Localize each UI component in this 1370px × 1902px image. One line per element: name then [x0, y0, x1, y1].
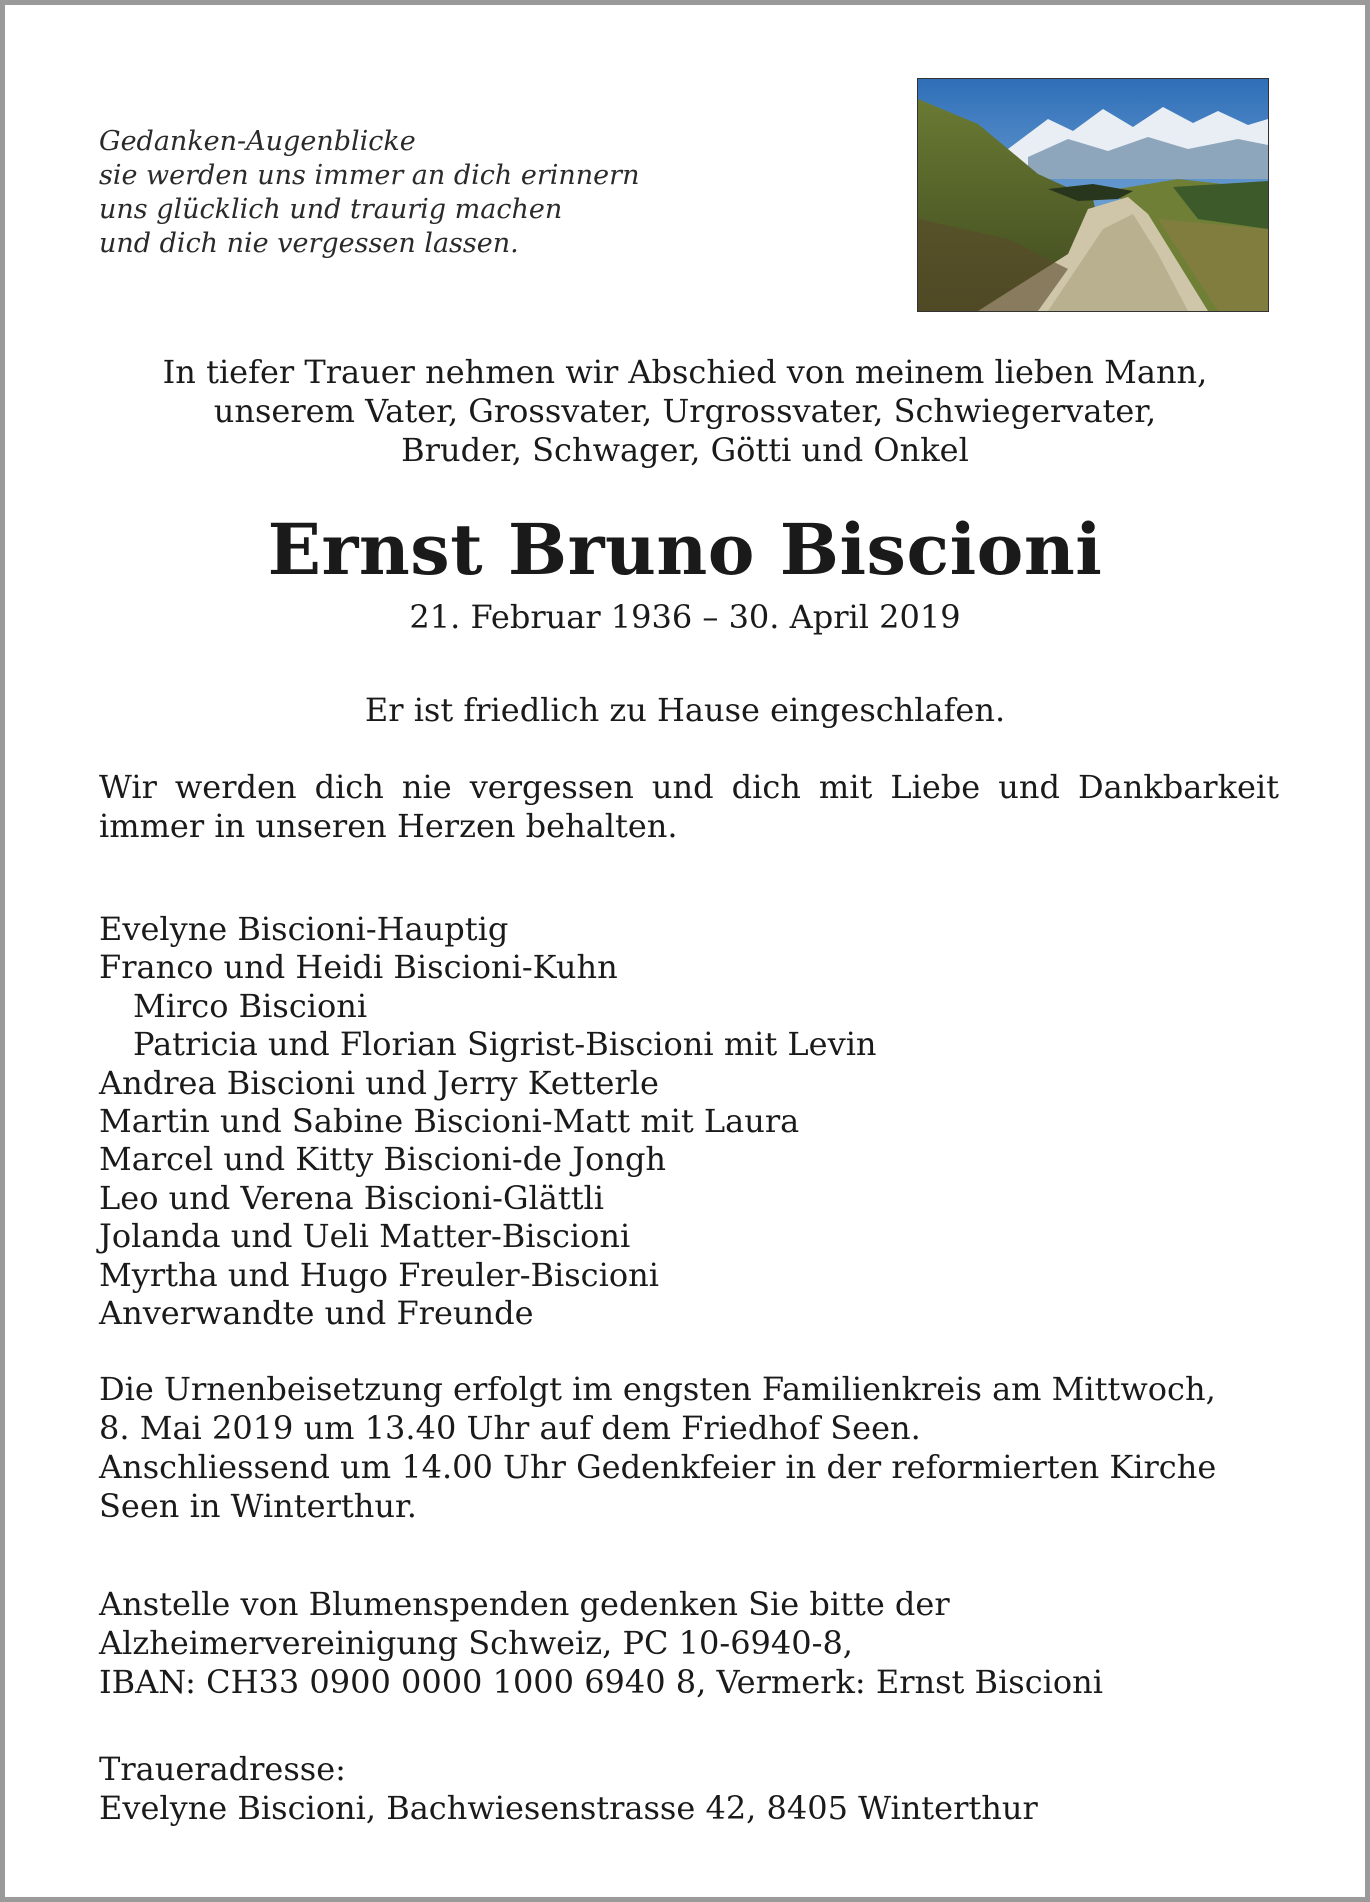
life-dates: 21. Februar 1936 – 30. April 2019 — [409, 598, 961, 636]
intro-line: unserem Vater, Grossvater, Urgrossvater, Schwiegervater, — [213, 392, 1157, 430]
burial-line: Seen in Winterthur. — [99, 1487, 417, 1525]
burial-line: Die Urnenbeisetzung erfolgt im engsten Familienkreis am Mittwoch, — [99, 1370, 1216, 1408]
deceased-name: Ernst Bruno Biscioni — [267, 508, 1103, 591]
intro-line: In tiefer Trauer nehmen wir Abschied von meinem lieben Mann, — [162, 353, 1208, 391]
donation-line: Alzheimervereinigung Schweiz, PC 10-6940-8, — [99, 1624, 853, 1662]
family-member: Martin und Sabine Biscioni-Matt mit Laura — [99, 1102, 800, 1141]
family-member: Franco und Heidi Biscioni-Kuhn — [99, 948, 618, 987]
announcement-intro — [99, 353, 1271, 470]
intro-line: Bruder, Schwager, Götti und Onkel — [401, 431, 969, 469]
family-member: Myrtha und Hugo Freuler-Biscioni — [99, 1255, 659, 1294]
burial-line: 8. Mai 2019 um 13.40 Uhr auf dem Friedhof Seen. — [99, 1409, 921, 1447]
address-label: Traueradresse: — [99, 1750, 346, 1788]
family-member: Evelyne Biscioni-Hauptig — [99, 910, 509, 948]
poem-line: und dich nie vergessen lassen. — [99, 228, 519, 259]
poem — [99, 125, 639, 261]
donation-line: Anstelle von Blumenspenden gedenken Sie bitte der — [99, 1585, 950, 1623]
family-member: Leo und Verena Biscioni-Glättli — [99, 1178, 605, 1217]
poem-line: Gedanken-Augenblicke — [99, 126, 416, 157]
burial-info — [99, 1370, 1279, 1526]
family-member: Jolanda und Ueli Matter-Biscioni — [99, 1217, 631, 1256]
mountain-path-photo — [917, 78, 1269, 312]
address-value: Evelyne Biscioni, Bachwiesenstrasse 42, 8405 Winterthur — [99, 1789, 1038, 1827]
poem-line: sie werden uns immer an dich erinnern — [99, 160, 640, 191]
remembrance-text: Wir werden dich nie vergessen und dich mit Liebe und Dankbarkeit immer in unseren Herzen behalten. — [99, 768, 1279, 845]
donation-line: IBAN: CH33 0900 0000 1000 6940 8, Vermerk: Ernst Biscioni — [99, 1663, 1103, 1701]
mountain-path-landscape-icon — [918, 79, 1268, 311]
family-member: Andrea Biscioni und Jerry Ketterle — [99, 1063, 659, 1102]
burial-line: Anschliessend um 14.00 Uhr Gedenkfeier in der reformierten Kirche — [99, 1448, 1217, 1486]
passing-statement: Er ist friedlich zu Hause eingeschlafen. — [364, 691, 1006, 729]
poem-line: uns glücklich und traurig machen — [99, 194, 563, 225]
family-list — [99, 910, 1279, 1332]
family-member: Marcel und Kitty Biscioni-de Jongh — [99, 1140, 667, 1179]
donation-info — [99, 1585, 1279, 1702]
family-member: Mirco Biscioni — [133, 986, 368, 1025]
remembrance-paragraph — [99, 768, 1279, 846]
family-member: Anverwandte und Freunde — [99, 1294, 534, 1333]
mourning-address — [99, 1750, 1279, 1828]
family-member: Patricia und Florian Sigrist-Biscioni mit Levin — [133, 1025, 877, 1064]
